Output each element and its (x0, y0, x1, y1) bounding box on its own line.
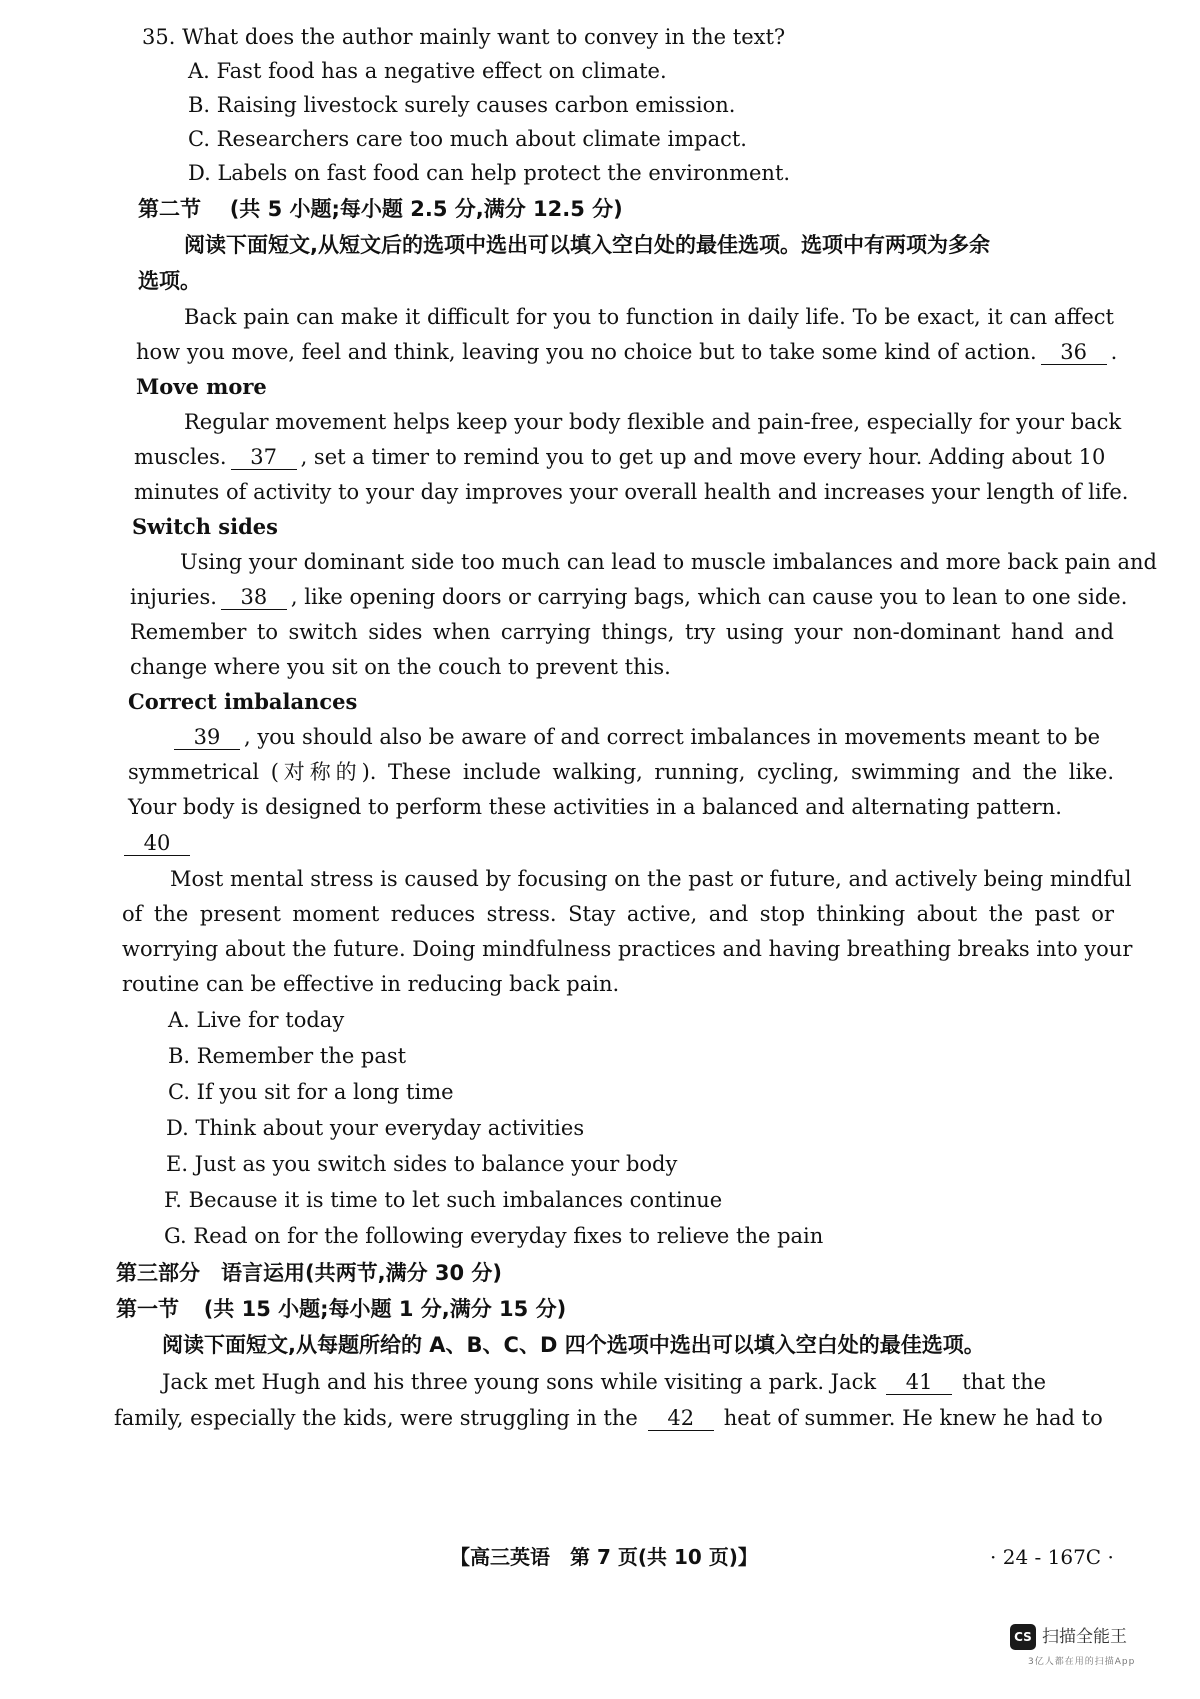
switch-sides-2-post: , like opening doors or carrying bags, which can cause you to lean to one side. (290, 585, 1128, 609)
part3-sub-note: (共 15 小题;每小题 1 分,满分 15 分) (203, 1297, 567, 1321)
correct-imbalances-1-post: , you should also be aware of and correct imbalances in movements meant to be (244, 725, 1101, 749)
blank-41: 41 (886, 1370, 952, 1395)
section2-heading (138, 194, 623, 224)
part3-instruction: 阅读下面短文,从每题所给的 A、B、C、D 四个选项中选出可以填入空白处的最佳选项。 (162, 1333, 985, 1357)
part3-sub-label: 第一节 (116, 1297, 179, 1321)
page-footer-title: 【高三英语 第 7 页(共 10 页)】 (450, 1545, 758, 1569)
part3-text-1-pre: Jack met Hugh and his three young sons while visiting a park. Jack (162, 1370, 877, 1394)
part3-heading: 第三部分 语言运用(共两节,满分 30 分) (116, 1261, 503, 1285)
last-para-3: worrying about the future. Doing mindfulness practices and having breathing breaks into your (122, 937, 1133, 961)
move-more-2-pre: muscles. (134, 445, 227, 469)
question-35: 35. What does the author mainly want to convey in the text? (142, 25, 786, 49)
move-more-1: Regular movement helps keep your body flexible and pain-free, especially for your back (184, 410, 1122, 434)
move-more-2-post: , set a timer to remind you to get up and move every hour. Adding about 10 (300, 445, 1106, 469)
move-more-2 (134, 442, 1105, 472)
q35-option-c: C. Researchers care too much about climate impact. (188, 127, 747, 151)
switch-sides-1: Using your dominant side too much can lead to muscle imbalances and more back pain and (180, 550, 1157, 574)
q35-option-d: D. Labels on fast food can help protect the environment. (188, 161, 791, 185)
correct-imbalances-1 (174, 722, 1100, 752)
blank-42: 42 (648, 1406, 714, 1431)
section2-instruction-cont: 选项。 (138, 269, 201, 293)
option-d: D. Think about your everyday activities (166, 1116, 585, 1140)
option-e: E. Just as you switch sides to balance your body (166, 1152, 678, 1176)
section2-instruction: 阅读下面短文,从短文后的选项中选出可以填入空白处的最佳选项。选项中有两项为多余 (184, 233, 990, 257)
section2-label: 第二节 (138, 197, 201, 221)
passage-intro-2 (136, 337, 1117, 367)
watermark-name: 扫描全能王 (1042, 1627, 1127, 1647)
last-para-2: of the present moment reduces stress. Stay active, and stop thinking about the past or (122, 902, 1114, 926)
blank-38: 38 (221, 585, 287, 610)
passage-intro-2-end: . (1110, 340, 1118, 364)
passage-intro-1: Back pain can make it difficult for you to function in daily life. To be exact, it can affect (184, 305, 1114, 329)
last-para-4: routine can be effective in reducing back pain. (122, 972, 620, 996)
switch-sides-4: change where you sit on the couch to prevent this. (130, 655, 671, 679)
option-c: C. If you sit for a long time (168, 1080, 454, 1104)
part3-text-1 (162, 1367, 1046, 1397)
last-para-1: Most mental stress is caused by focusing on the past or future, and actively being mindful (170, 867, 1132, 891)
part3-text-2-post: heat of summer. He knew he had to (723, 1406, 1103, 1430)
correct-imbalances-3: Your body is designed to perform these activities in a balanced and alternating pattern. (128, 795, 1062, 819)
part3-text-2-pre: family, especially the kids, were struggling in the (114, 1406, 638, 1430)
q35-option-a: A. Fast food has a negative effect on climate. (188, 59, 667, 83)
heading-move-more: Move more (136, 374, 267, 399)
q35-option-b: B. Raising livestock surely causes carbon emission. (188, 93, 736, 117)
switch-sides-2 (130, 582, 1127, 612)
heading-correct-imbalances: Correct imbalances (128, 689, 358, 714)
switch-sides-3: Remember to switch sides when carrying things, try using your non-dominant hand and (130, 620, 1114, 644)
option-a: A. Live for today (168, 1008, 345, 1032)
option-g: G. Read on for the following everyday fixes to relieve the pain (164, 1224, 824, 1248)
blank-39: 39 (174, 725, 240, 750)
page-footer-code: · 24 - 167C · (990, 1545, 1114, 1569)
option-f: F. Because it is time to let such imbalances continue (164, 1188, 723, 1212)
move-more-3: minutes of activity to your day improves your overall health and increases your length of life. (134, 480, 1129, 504)
passage-intro-2-text: how you move, feel and think, leaving you no choice but to take some kind of action. (136, 340, 1037, 364)
heading-switch-sides: Switch sides (132, 514, 278, 539)
part3-subsection (116, 1294, 566, 1324)
heading-blank-40 (124, 828, 194, 858)
part3-text-1-post: that the (962, 1370, 1047, 1394)
scanner-watermark (1010, 1622, 1160, 1674)
section2-note: (共 5 小题;每小题 2.5 分,满分 12.5 分) (229, 197, 623, 221)
blank-37: 37 (231, 445, 297, 470)
correct-imbalances-2: symmetrical (对称的). These include walking, running, cycling, swimming and the like. (128, 760, 1114, 784)
part3-text-2 (114, 1403, 1103, 1433)
watermark-subtitle: 3亿人都在用的扫描App (1028, 1657, 1136, 1667)
blank-36: 36 (1041, 340, 1107, 365)
option-b: B. Remember the past (168, 1044, 407, 1068)
blank-40: 40 (124, 831, 190, 856)
camscanner-logo-icon: CS (1010, 1624, 1036, 1650)
switch-sides-2-pre: injuries. (130, 585, 217, 609)
